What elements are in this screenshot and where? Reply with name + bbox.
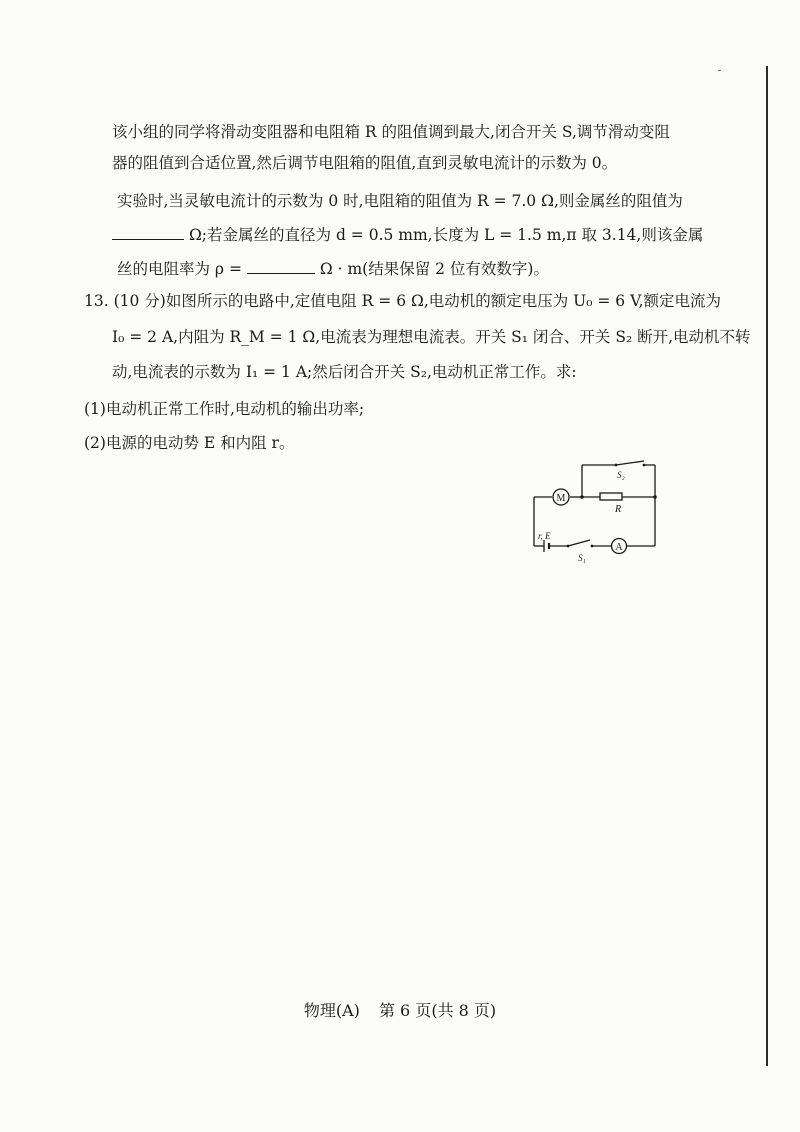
switch-contact: [643, 464, 646, 467]
scan-edge-line: [766, 66, 768, 1066]
text-segment: Ω · m(结果保留 2 位有效数字)。: [319, 260, 549, 278]
motor-label: M: [556, 493, 566, 504]
footer-subject: 物理(A): [303, 1001, 360, 1020]
scan-speck: [718, 70, 721, 71]
text-line-with-blank: [117, 258, 549, 280]
footer-page-number: 第 6 页(共 8 页): [378, 1001, 497, 1020]
question-13-line: I₀ = 2 A,内阻为 R_M = 1 Ω,电流表为理想电流表。开关 S₁ 闭合、开关 S₂ 断开,电动机不转: [112, 328, 751, 346]
switch-s1-blade: [568, 540, 590, 546]
resistor-icon: [600, 493, 622, 500]
text-line: 实验时,当灵敏电流计的示数为 0 时,电阻箱的阻值为 R = 7.0 Ω,则金属丝的阻值为: [117, 192, 683, 210]
text-line: 器的阻值到合适位置,然后调节电阻箱的阻值,直到灵敏电流计的示数为 0。: [112, 154, 618, 172]
sub-question-1: (1)电动机正常工作时,电动机的输出功率;: [84, 400, 365, 418]
text-segment: Ω;若金属丝的直径为 d = 0.5 mm,长度为 L = 1.5 m,π 取 3.14,则该金属: [188, 226, 704, 244]
question-13-line: 动,电流表的示数为 I₁ = 1 A;然后闭合开关 S₂,电动机正常工作。求:: [112, 363, 577, 381]
junction-dot: [580, 495, 584, 499]
source-label: r, E: [538, 531, 551, 541]
sub-question-2: (2)电源的电动势 E 和内阻 r。: [84, 434, 295, 452]
text-segment: 丝的电阻率为 ρ =: [117, 260, 247, 278]
text-line-with-blank: [112, 224, 703, 246]
switch-s1-label: S₁: [578, 553, 586, 563]
ammeter-label: A: [615, 542, 623, 553]
switch-contact: [591, 545, 594, 548]
junction-dot: [653, 495, 657, 499]
answer-blank[interactable]: [112, 225, 184, 240]
question-13-line: 13. (10 分)如图所示的电路中,定值电阻 R = 6 Ω,电动机的额定电压为 U₀ = 6 V,额定电流为: [84, 292, 722, 310]
answer-blank[interactable]: [247, 259, 315, 274]
switch-contact: [615, 464, 618, 467]
resistor-label: R: [614, 504, 622, 515]
switch-s2-label: S₂: [617, 470, 625, 480]
switch-s2-blade: [616, 461, 644, 465]
switch-contact: [567, 545, 570, 548]
page-footer: [0, 998, 800, 1021]
text-line: 该小组的同学将滑动变阻器和电阻箱 R 的阻值调到最大,闭合开关 S,调节滑动变阻: [112, 123, 670, 141]
circuit-diagram: [520, 460, 660, 570]
